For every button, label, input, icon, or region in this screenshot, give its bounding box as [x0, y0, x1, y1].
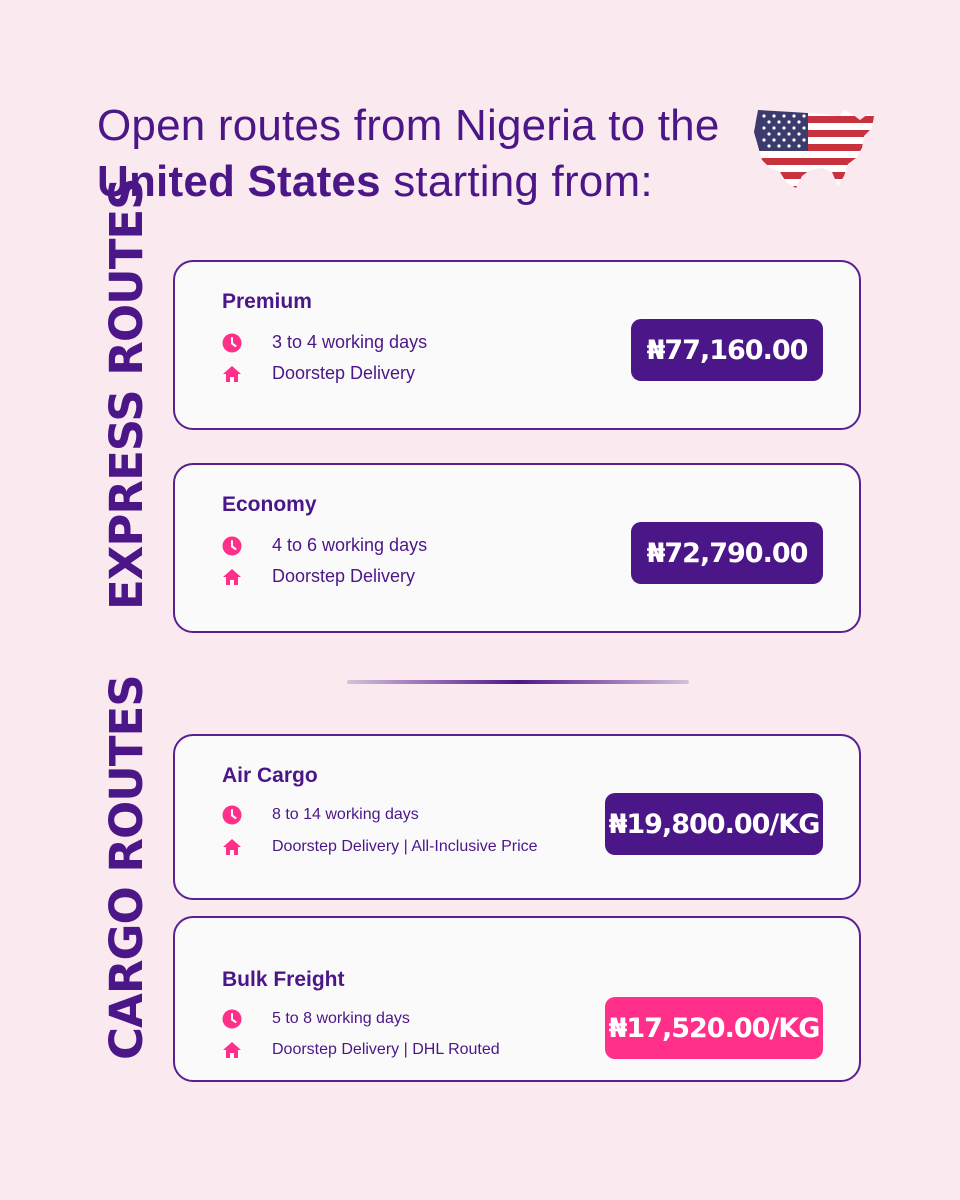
express-routes-label: EXPRESS ROUTES — [100, 178, 153, 610]
delivery-time: 3 to 4 working days — [272, 332, 428, 352]
delivery-time: 4 to 6 working days — [272, 535, 428, 555]
delivery-time-row — [222, 535, 427, 556]
price-badge: ₦77,160.00 — [631, 319, 823, 381]
route-card-economy — [173, 463, 861, 633]
delivery-time: 8 to 14 working days — [272, 806, 419, 823]
delivery-type: Doorstep Delivery | All-Inclusive Price — [272, 838, 538, 855]
page-heading — [97, 98, 720, 210]
home-icon — [222, 837, 242, 857]
route-title: Economy — [222, 493, 317, 516]
delivery-type: Doorstep Delivery — [272, 566, 416, 586]
section-divider — [347, 680, 689, 684]
home-icon — [222, 567, 242, 587]
price-badge: ₦72,790.00 — [631, 522, 823, 584]
cargo-routes-label: CARGO ROUTES — [100, 675, 153, 1060]
home-icon — [222, 364, 242, 384]
clock-icon — [222, 1009, 242, 1029]
route-title: Premium — [222, 290, 312, 313]
route-card-bulk-freight — [173, 916, 861, 1082]
delivery-type: Doorstep Delivery — [272, 363, 416, 383]
price-badge: ₦17,520.00/KG — [605, 997, 823, 1059]
route-card-air-cargo — [173, 734, 861, 900]
heading-country: United States — [97, 157, 381, 206]
route-title: Bulk Freight — [222, 968, 345, 991]
route-title: Air Cargo — [222, 764, 318, 787]
clock-icon — [222, 805, 242, 825]
price-badge: ₦19,800.00/KG — [605, 793, 823, 855]
delivery-time-row — [222, 332, 427, 353]
delivery-time-row — [222, 805, 419, 825]
delivery-time: 5 to 8 working days — [272, 1010, 410, 1027]
delivery-type-row — [222, 1040, 500, 1060]
route-card-premium — [173, 260, 861, 430]
heading-line1: Open routes from Nigeria to the — [97, 101, 720, 150]
clock-icon — [222, 536, 242, 556]
heading-line2: starting from: — [380, 157, 653, 206]
delivery-type: Doorstep Delivery | DHL Routed — [272, 1041, 500, 1058]
delivery-type-row — [222, 566, 415, 587]
delivery-type-row — [222, 837, 538, 857]
delivery-time-row — [222, 1009, 410, 1029]
clock-icon — [222, 333, 242, 353]
us-flag-map-icon — [752, 102, 877, 194]
home-icon — [222, 1040, 242, 1060]
delivery-type-row — [222, 363, 415, 384]
